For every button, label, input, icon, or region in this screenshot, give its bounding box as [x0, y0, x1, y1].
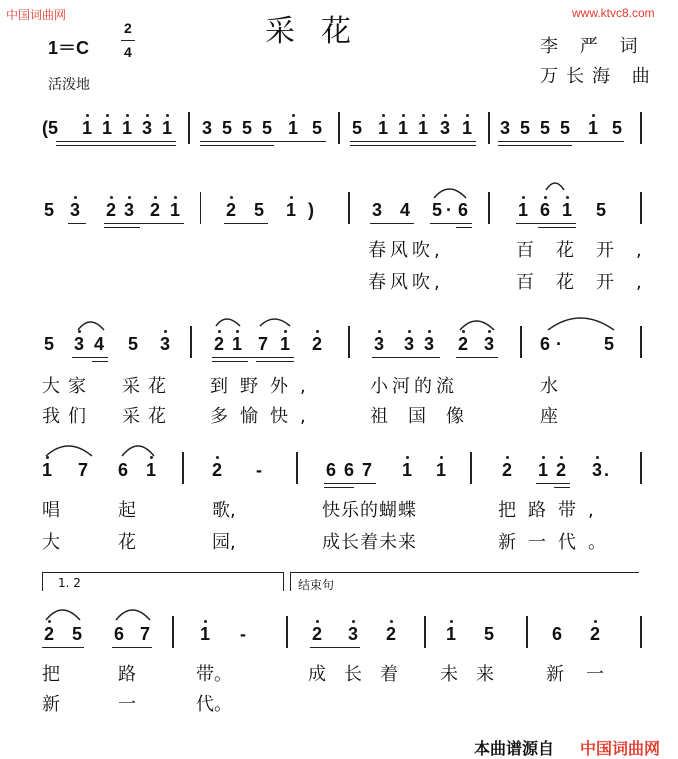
note: 6 [114, 624, 125, 644]
lyric-line1: 到野外, [210, 376, 318, 397]
lyric-line1: 新一 [546, 664, 626, 685]
note: 1 [122, 118, 133, 138]
lyric-line2: 我们 [42, 406, 94, 427]
note: 3 [74, 334, 85, 354]
volta-label: 1. 2 [58, 576, 81, 590]
composer-credit: 万长海 曲 [540, 66, 658, 87]
lyric-line1: 把路带, [498, 500, 606, 521]
note: 1 [518, 200, 529, 220]
note: 1 [402, 460, 413, 480]
note: 5 [254, 200, 265, 220]
note: 5 [44, 334, 55, 354]
lyric-line1: 小河的流 [370, 376, 458, 397]
note: 6 [344, 460, 355, 480]
note: 1 [42, 460, 53, 480]
note: . [604, 460, 610, 480]
note: 4 [400, 200, 411, 220]
lyric-line2: 祖国像 [370, 406, 484, 427]
note: 3 [142, 118, 153, 138]
note: 2 [106, 200, 117, 220]
note: 1 [170, 200, 181, 220]
lyric-line1: 大家 [42, 376, 94, 397]
note: · [556, 334, 562, 354]
note: 6 [552, 624, 563, 644]
note: 2 [386, 624, 397, 644]
note: 1 [398, 118, 409, 138]
note: 6 [540, 200, 551, 220]
lyric-line1: 路 [118, 664, 136, 685]
note: 7 [258, 334, 269, 354]
lyric-line2: 采花 [122, 406, 174, 427]
lyric-line2: 春风吹, [368, 272, 444, 293]
song-title: 采花 [265, 14, 377, 49]
lyric-line1: 起 [118, 500, 136, 521]
note: 2 [312, 334, 323, 354]
note: - [256, 460, 262, 480]
note: 6 [458, 200, 469, 220]
lyric-line2: 多愉快, [210, 406, 318, 427]
note: 6 [540, 334, 551, 354]
note: 5 [242, 118, 253, 138]
note: 2 [590, 624, 601, 644]
tempo-marking: 活泼地 [48, 77, 90, 93]
note: 5 [312, 118, 323, 138]
lyric-line1: 快乐的蝴蝶 [322, 500, 417, 521]
watermark-right: www.ktvc8.com [572, 6, 655, 20]
note: 6 [326, 460, 337, 480]
lyricist-credit: 李 严 词 [540, 36, 646, 57]
lyric-line1: 唱 [42, 500, 60, 521]
note: ) [308, 200, 314, 220]
lyric-line1: 采花 [122, 376, 174, 397]
note: 1 [418, 118, 429, 138]
note: · [446, 200, 452, 220]
note: 1 [82, 118, 93, 138]
lyric-line1: 春风吹, [368, 240, 444, 261]
note: 3 [440, 118, 451, 138]
note: 2 [214, 334, 225, 354]
note: 1 [102, 118, 113, 138]
key-signature: 1＝C [48, 38, 90, 58]
slur [116, 610, 150, 620]
note: 5 [72, 624, 83, 644]
time-signature-top: 2 [124, 20, 132, 36]
note: 3 [592, 460, 603, 480]
lyric-line1: 歌, [212, 500, 236, 521]
note: 1 [200, 624, 211, 644]
note: 3 [348, 624, 359, 644]
note: 2 [502, 460, 513, 480]
note: 6 [118, 460, 129, 480]
lyric-line1: 成长着 [308, 664, 416, 685]
note: 1 [436, 460, 447, 480]
note: 3 [404, 334, 415, 354]
note: 5 [604, 334, 615, 354]
note: 2 [556, 460, 567, 480]
note: 3 [374, 334, 385, 354]
note: 3 [424, 334, 435, 354]
lyric-line2: 新一代。 [498, 532, 618, 553]
lyric-line2: 花 [118, 532, 136, 553]
note: 2 [44, 624, 55, 644]
note: 5 [596, 200, 607, 220]
note: 1 [232, 334, 243, 354]
note: 5 [560, 118, 571, 138]
note: 3 [124, 200, 135, 220]
note: 1 [280, 334, 291, 354]
note: 1 [162, 118, 173, 138]
note: 5 [484, 624, 495, 644]
note: 5 [520, 118, 531, 138]
footer-source-label: 本曲谱源自 [474, 741, 555, 758]
ending-label: 结束句 [298, 578, 335, 592]
watermark-left: 中国词曲网 [6, 8, 67, 22]
lyric-line2: 座 [540, 406, 558, 427]
note: 5 [222, 118, 233, 138]
lyric-line1: 百花开, [516, 240, 664, 261]
lyric-line2: 大 [42, 532, 60, 553]
note: 3 [484, 334, 495, 354]
lyric-line2: 新 [42, 694, 60, 715]
note: - [240, 624, 246, 644]
lyric-line1: 带。 [196, 664, 232, 685]
note: 1 [146, 460, 157, 480]
lyric-line1: 未来 [440, 664, 512, 685]
note: 3 [372, 200, 383, 220]
note: 1 [288, 118, 299, 138]
note: 3 [70, 200, 81, 220]
note: 1 [446, 624, 457, 644]
note: 7 [362, 460, 373, 480]
note: 3 [202, 118, 213, 138]
lyric-line1: 把 [42, 664, 60, 685]
lyric-line2: 一 [118, 694, 136, 715]
note: 1 [562, 200, 573, 220]
note: 2 [312, 624, 323, 644]
time-signature-bottom: 4 [124, 44, 132, 60]
note: 3 [160, 334, 171, 354]
note: 1 [378, 118, 389, 138]
note: 1 [538, 460, 549, 480]
note: 5 [352, 118, 363, 138]
note: 3 [500, 118, 511, 138]
note: (5 [42, 118, 59, 138]
lyric-line2: 代。 [196, 694, 232, 715]
note: 1 [588, 118, 599, 138]
lyric-line2: 成长着未来 [322, 532, 417, 553]
lyric-line2: 园, [212, 532, 236, 553]
note: 5 [128, 334, 139, 354]
note: 5 [432, 200, 443, 220]
note: 4 [94, 334, 105, 354]
footer-brand: 中国词曲网 [580, 741, 661, 758]
slur [46, 610, 80, 620]
note: 7 [78, 460, 89, 480]
note: 2 [150, 200, 161, 220]
note: 5 [262, 118, 273, 138]
lyric-line2: 百花开, [516, 272, 664, 293]
note: 1 [286, 200, 297, 220]
note: 2 [458, 334, 469, 354]
note: 2 [212, 460, 223, 480]
note: 2 [226, 200, 237, 220]
note: 7 [140, 624, 151, 644]
lyric-line1: 水 [540, 376, 558, 397]
note: 5 [44, 200, 55, 220]
note: 5 [540, 118, 551, 138]
note: 1 [462, 118, 473, 138]
note: 5 [612, 118, 623, 138]
